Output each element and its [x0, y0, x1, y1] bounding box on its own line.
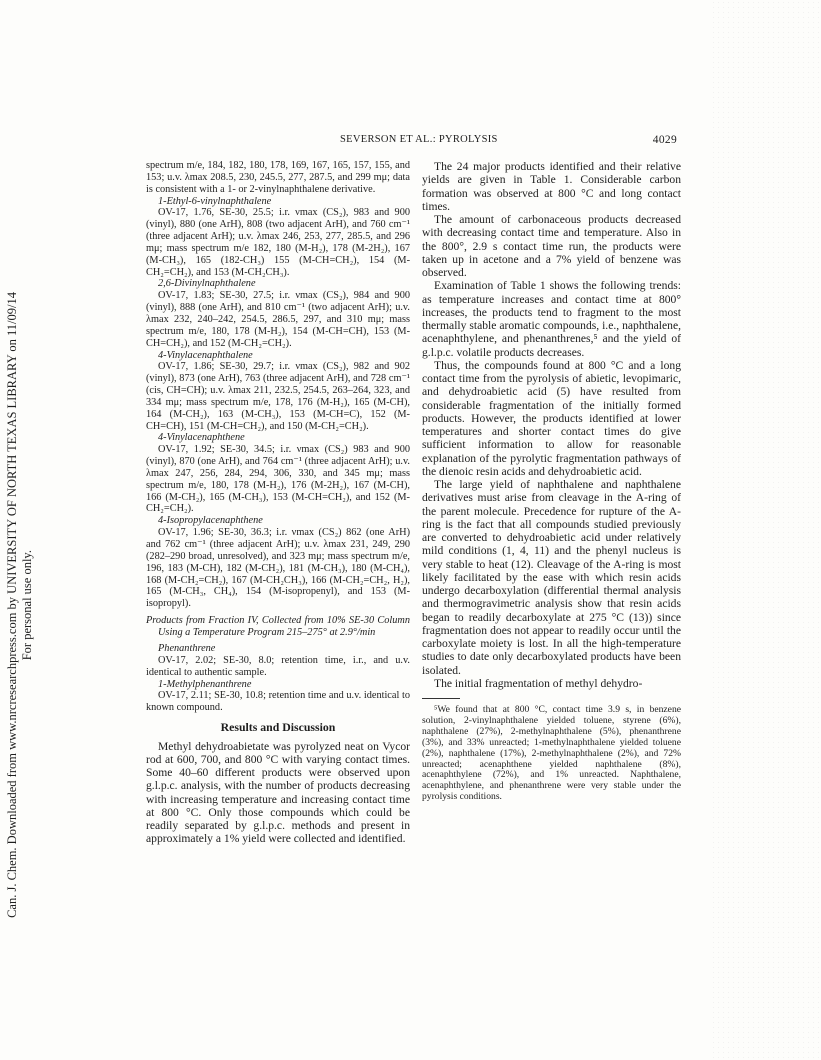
body-paragraph: The initial fragmentation of methyl dehydro-: [434, 676, 643, 690]
compound-data: OV-17, 1.83; SE-30, 27.5; i.r. νmax (CS₂), 984 and 900 (vinyl), 888 (one ArH), and 810 cm⁻¹ (two adjacent ArH); u.v. λmax 232, 240–242, 254.5, 286.5, 297, and 310 mμ; mass spectrum m/e, 180, 178 (M-H₂), 154 (M-CH=CH), 153 (M-CH=CH₂), and 152 (M-CH₂=CH₂).: [146, 290, 410, 349]
download-notice-line1: Can. J. Chem. Downloaded from www.nrcresearchpress.com by UNIVERSITY OF NORTH TEXAS LIBRARY on 11/09/14: [5, 292, 19, 918]
download-notice: [6, 170, 34, 1040]
compound-name: 1-Methylphenanthrene: [158, 678, 252, 690]
results-paragraph: Methyl dehydroabietate was pyrolyzed neat on Vycor rod at 600, 700, and 800 °C with varying contact times. Some 40–60 different products were observed upon g.l.p.c. analysis, with the number of products decreasing with increasing temperature and increasing contact time at 800 °C. Only those compounds which could be readily separated by g.l.p.c. methods and present in approximately a 1% yield were collected and identified.: [146, 739, 410, 846]
compound-name: Phenanthrene: [158, 643, 216, 655]
compound-name: 4-Vinylacenaphthalene: [158, 349, 253, 361]
footnote: ⁵We found that at 800 °C, contact time 3.9 s, in benzene solution, 2-vinylnaphthalene yielded toluene, styrene (6%), naphthalene (27%), 2-methylnaphthalene (5%), phenanthrene (3%), and 33% unreacted; 1-methylnaphthalene yielded toluene (2%), naphthalene (17%), 2-methylnaphthalene (2%), and 72% unreacted; acenaphthene yielded naphthalene (8%), acenaphthylene (72%), and 1% unreacted. Naphthalene, acenaphthylene, and phenanthrene were very stable under the pyrolysis conditions.: [422, 704, 681, 803]
compound-data: OV-17, 2.11; SE-30, 10.8; retention time and u.v. identical to known compound.: [146, 690, 410, 714]
compound-name: 1-Ethyl-6-vinylnaphthalene: [158, 195, 272, 207]
body-paragraph: The 24 major products identified and their relative yields are given in Table 1. Considerable carbon formation was observed at 800 °C and long contact times.: [422, 160, 681, 213]
body-paragraph: The large yield of naphthalene and naphthalene derivatives must arise from cleavage in the A-ring of the parent molecule. Precedence for rupture of the A-ring is the fact that all compounds studied previously are converted to dehydroabietic acid under relatively mild conditions (1, 4, 11) and the phenyl nucleus is very stable to heat (12). Cleavage of the A-ring is most likely facilitated by the ease with which resin acids undergo decarboxylation (differential thermal analysis and thermogravimetric analysis show that resin acids began to readily decarboxylate at 275 °C (13)) since fragmentation does not appear to readily occur until the carboxylate moiety is lost. In all the high-temperature studies to date only decarboxylated products have been isolated.: [422, 478, 681, 677]
body-paragraph: The amount of carbonaceous products decreased with decreasing contact time and temperature. Also in the 800°, 2.9 s contact time run, the products were taken up in acetone and a 7% yield of benzene was observed.: [422, 213, 681, 279]
scan-speckle: [711, 0, 821, 1060]
compound-name: 4-Isopropylacenaphthene: [158, 515, 263, 527]
compound-data: OV-17, 1.86; SE-30, 29.7; i.r. νmax (CS₂), 982 and 902 (vinyl), 873 (one ArH), 763 (three adjacent ArH), and 728 cm⁻¹ (cis, CH=CH); u.v. λmax 211, 232.5, 254.5, 263–264, 323, and 334 mμ; mass spectrum m/e, 178, 176 (M-H₂), 165 (M-CH), 164 (M-CH₂), 163 (M-CH₃), 153 (M-CH=C), 152 (M-CH=CH), 151 (M-CH=CH₂), and 150 (M-CH₂=CH₂).: [146, 361, 410, 432]
page-number: 4029: [652, 134, 677, 146]
footnote-rule: [422, 698, 460, 699]
compound-data: OV-17, 1.76, SE-30, 25.5; i.r. νmax (CS₂), 983 and 900 (vinyl), 880 (one ArH), 808 (two adjacent ArH), and 760 cm⁻¹ (three adjacent ArH); u.v. λmax 246, 253, 277, 285.5, and 296 mμ; mass spectrum m/e 182, 180 (M-H₂), 178 (M-2H₂), 167 (M-CH₃), 165 (182-CH₃) 155 (M-CH=CH₂), 154 (M-CH₂=CH₂), and 153 (M-CH₂CH₃).: [146, 207, 410, 278]
body-paragraph: Examination of Table 1 shows the following trends: as temperature increases and contact time at 800° increases, the products tend to fragment to the most thermally stable aromatic compounds, i.e., naphthalene, acenaphthylene, and phenanthrenes,⁵ and the yield of g.l.p.c. volatile products decreases.: [422, 279, 681, 359]
page-header: [160, 134, 677, 150]
body-paragraph: Thus, the compounds found at 800 °C and a long contact time from the pyrolysis of abietic, levopimaric, and dehydroabietic acid (5) have resulted from considerable fragmentation of the initially formed products. However, the products identified at lower temperatures and shorter contact times do give sufficient information to allow for reasonable explanation of the pyrolytic fragmentation pathways of the dienoic resin acids and dehydroabietic acid.: [422, 358, 681, 478]
compound-data: OV-17, 2.02; SE-30, 8.0; retention time, i.r., and u.v. identical to authentic sample.: [146, 654, 410, 678]
right-column: [422, 160, 681, 803]
compound-data: OV-17, 1.96; SE-30, 36.3; i.r. νmax (CS₂) 862 (one ArH) and 762 cm⁻¹ (three adjacent ArH); u.v. λmax 231, 249, 290 (282–290 broad, unresolved), and 323 mμ; mass spectrum m/e, 196, 183 (M-CH), 182 (M-CH₂), 181 (M-CH₃), 180 (M-CH₄), 168 (M-CH₂=CH₂), 167 (M-CH₂CH₃), 166 (M-CH₂=CH₂, H₂), 165 (M-CH₃, CH₄), 154 (M-isopropenyl), and 153 (M-isopropyl).: [146, 527, 410, 610]
section-heading: Results and Discussion: [220, 720, 336, 735]
continued-paragraph: spectrum m/e, 184, 182, 180, 178, 169, 167, 165, 157, 155, and 153; u.v. λmax 208.5, 230, 245.5, 277, 287.5, and 299 mμ; data is consistent with a 1- or 2-vinylnaphthalene derivative.: [146, 160, 410, 195]
compound-name: 4-Vinylacenaphthene: [158, 432, 245, 444]
left-column: [146, 160, 410, 845]
running-head: SEVERSON ET AL.: PYROLYSIS: [340, 134, 498, 145]
compound-data: OV-17, 1.92; SE-30, 34.5; i.r. νmax (CS₂) 983 and 900 (vinyl), 870 (one ArH), and 764 cm⁻¹ (three adjacent ArH); u.v. λmax 247, 256, 284, 294, 306, 330, and 345 mμ; mass spectrum m/e, 180, 178 (M-H₂), 176 (M-2H₂), 167 (M-CH), 166 (M-CH₂), 165 (M-CH₃), 153 (M-CH=CH₂), and 152 (M-CH₂=CH₂).: [146, 444, 410, 515]
subsection-heading: Products from Fraction IV, Collected from 10% SE-30 Column Using a Temperature Program 215–275° at 2.9°/min: [146, 615, 410, 638]
download-notice-line2: For personal use only.: [20, 549, 34, 661]
compound-name: 2,6-Divinylnaphthalene: [158, 278, 256, 290]
